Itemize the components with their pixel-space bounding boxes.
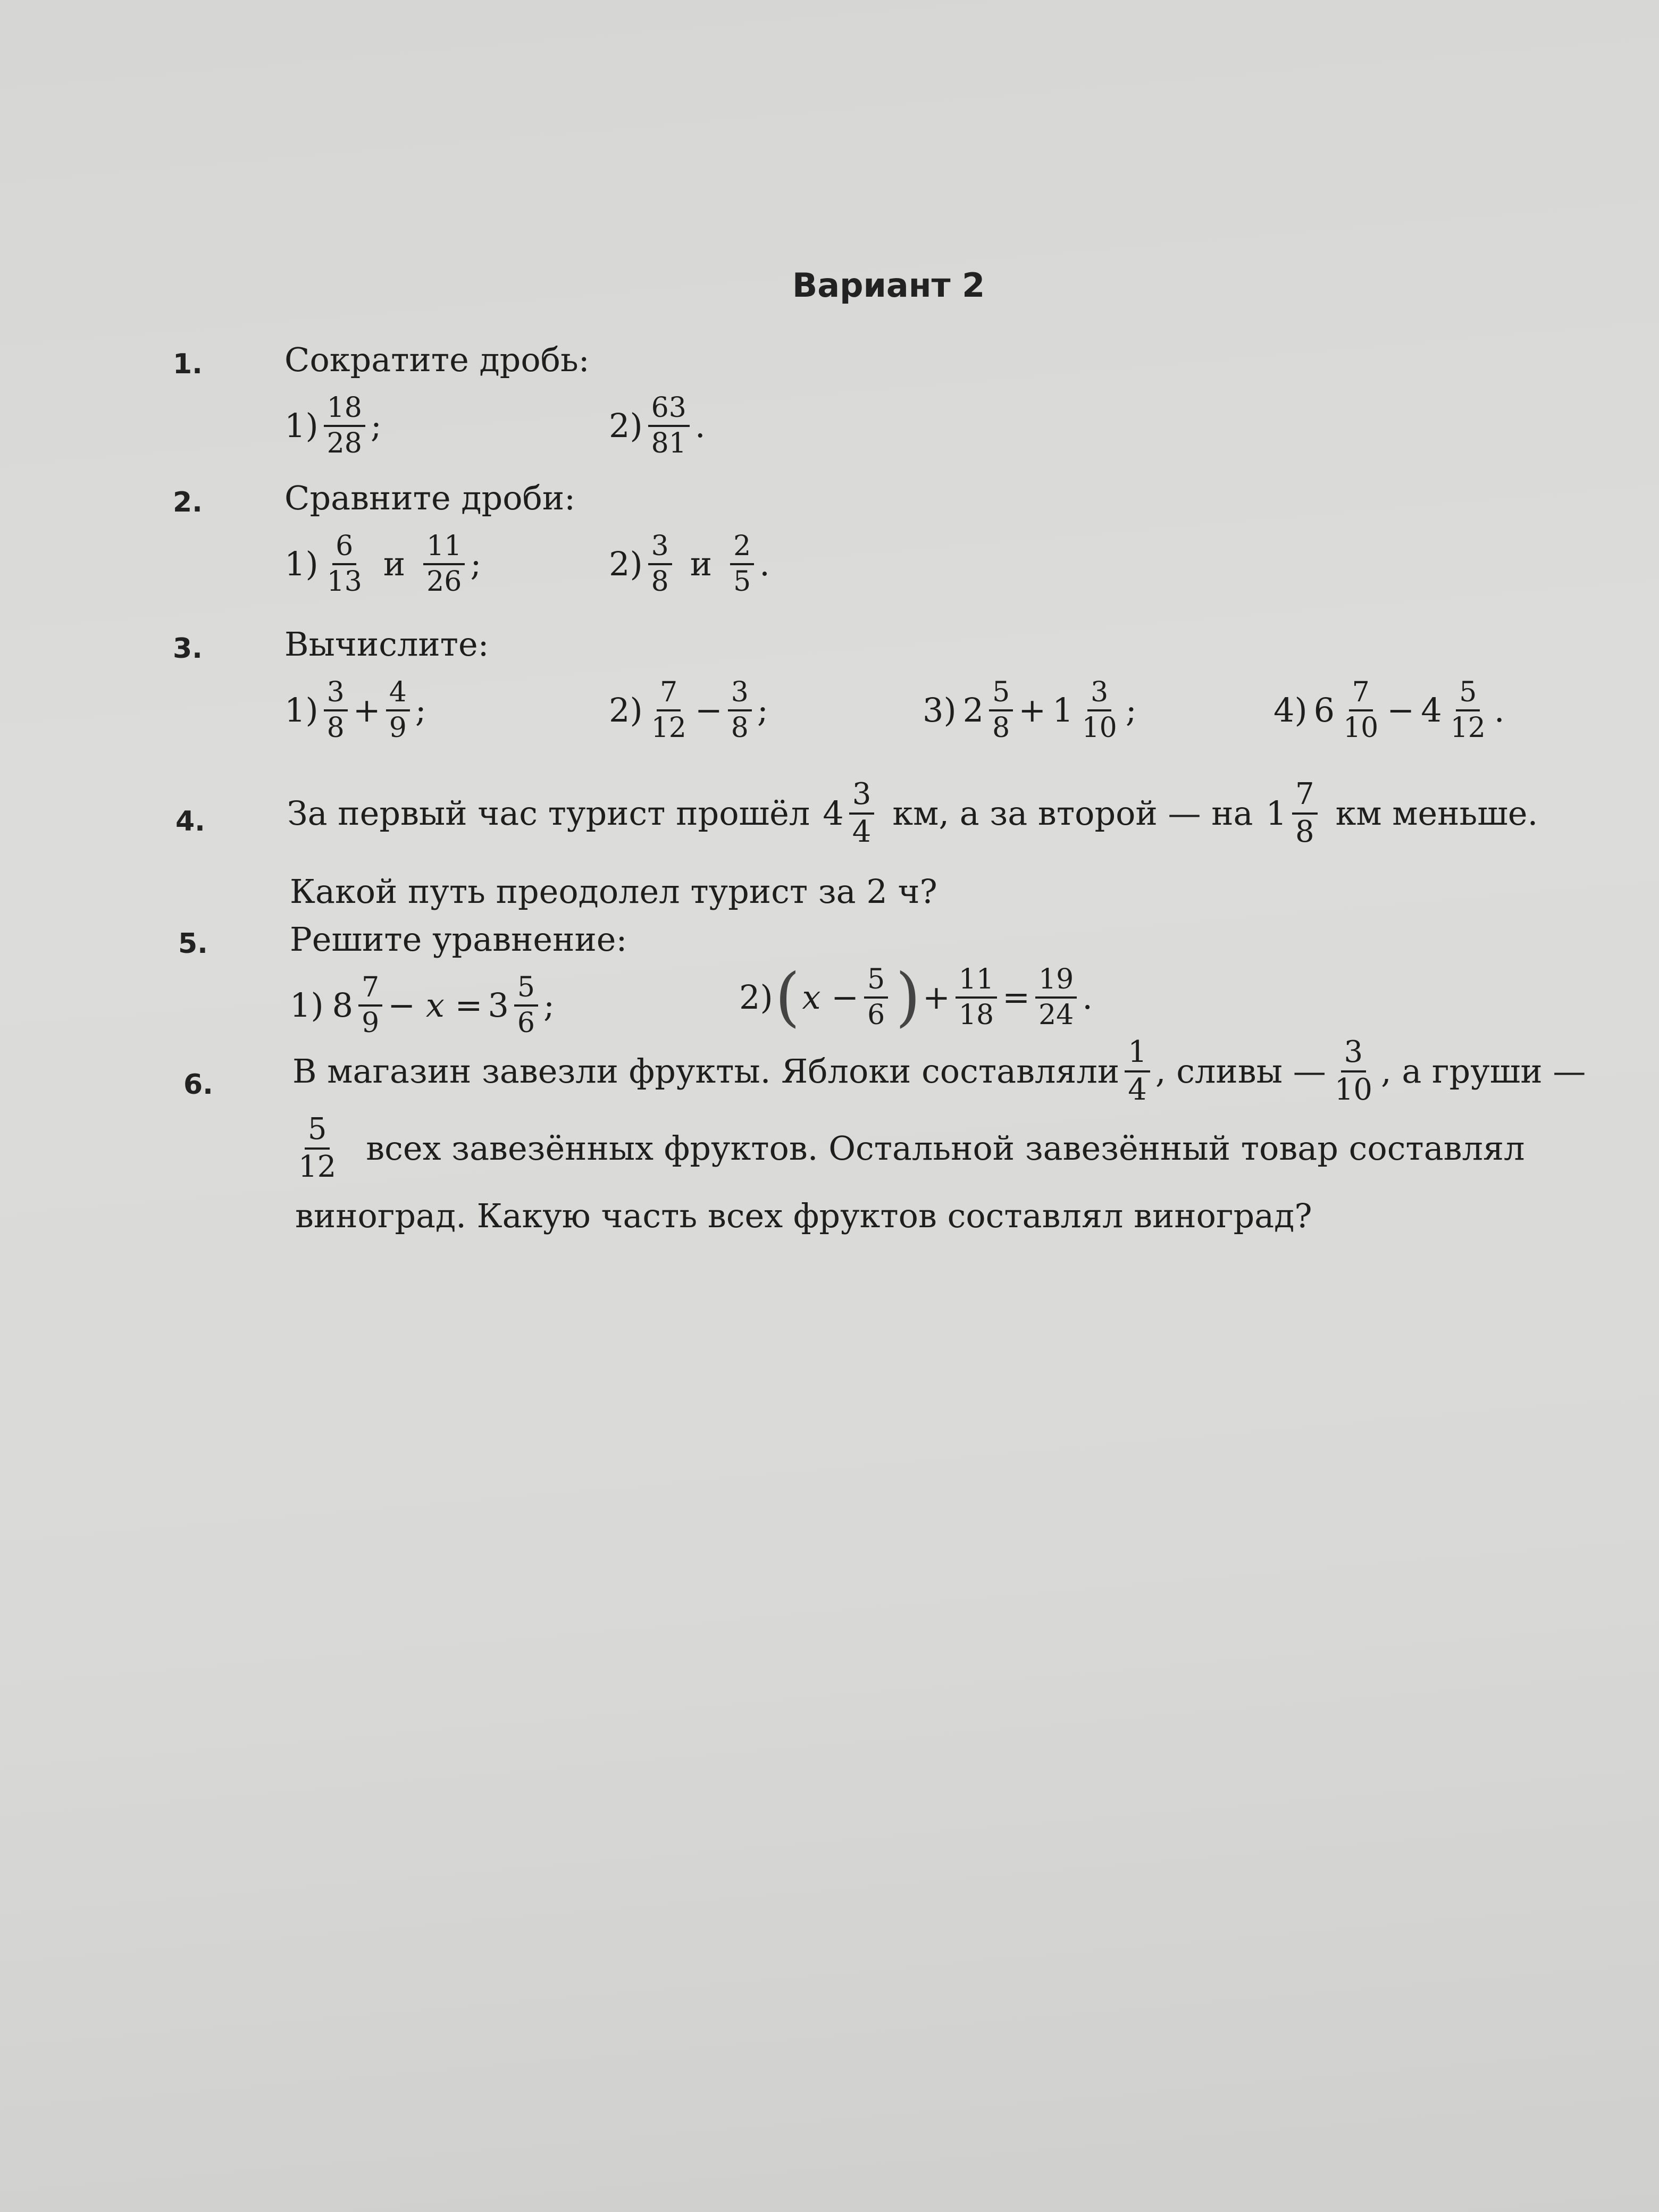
task-5-equation-1 bbox=[290, 973, 555, 1037]
fraction bbox=[648, 532, 672, 596]
denominator: 6 bbox=[517, 1007, 535, 1039]
task-2-item-1 bbox=[284, 532, 481, 596]
task-6-text-3: , а груши — bbox=[1380, 1052, 1586, 1091]
numerator: 19 bbox=[1035, 965, 1077, 999]
whole-part: 1 bbox=[1052, 691, 1074, 730]
fraction bbox=[1125, 1037, 1150, 1106]
operator: − bbox=[694, 691, 723, 730]
denominator: 8 bbox=[651, 565, 669, 598]
numerator: 5 bbox=[864, 965, 888, 999]
numerator: 7 bbox=[1349, 678, 1373, 711]
numerator: 1 bbox=[1125, 1037, 1150, 1073]
task-3-item-3 bbox=[923, 678, 1137, 742]
fraction bbox=[1292, 779, 1318, 848]
item-label: 1) bbox=[284, 544, 319, 584]
equals-sign: = bbox=[1002, 978, 1030, 1017]
fraction bbox=[956, 965, 997, 1029]
task-1-heading: Сократите дробь: bbox=[284, 340, 590, 379]
numerator: 5 bbox=[989, 678, 1013, 711]
numerator: 7 bbox=[1292, 779, 1318, 815]
task-5-heading: Решите уравнение: bbox=[290, 920, 627, 959]
fraction bbox=[514, 973, 538, 1037]
denominator: 10 bbox=[1082, 711, 1117, 744]
denominator: 10 bbox=[1343, 711, 1379, 744]
denominator: 8 bbox=[326, 711, 345, 744]
task-4-text-1: За первый час турист прошёл bbox=[287, 794, 810, 833]
denominator: 4 bbox=[852, 814, 872, 849]
punct: ; bbox=[370, 406, 382, 446]
task-4-line-2: Какой путь преодолел турист за 2 ч? bbox=[290, 872, 937, 911]
whole-part: 6 bbox=[1313, 691, 1335, 730]
denominator: 8 bbox=[1295, 814, 1314, 849]
task-number-4: 4. bbox=[175, 806, 205, 837]
task-6-text-2: , сливы — bbox=[1155, 1052, 1326, 1091]
denominator: 12 bbox=[651, 711, 686, 744]
denominator: 24 bbox=[1038, 999, 1074, 1031]
numerator: 63 bbox=[648, 393, 690, 427]
fraction bbox=[648, 678, 690, 742]
fraction bbox=[728, 678, 752, 742]
variable-term: x − bbox=[802, 978, 859, 1017]
task-3-item-4 bbox=[1273, 678, 1505, 742]
task-2-heading: Сравните дроби: bbox=[284, 479, 576, 517]
fraction bbox=[324, 532, 365, 596]
numerator: 3 bbox=[324, 678, 348, 711]
item-label: 1) bbox=[290, 986, 324, 1025]
numerator: 3 bbox=[648, 532, 672, 565]
punct: ; bbox=[757, 691, 768, 730]
task-number-2: 2. bbox=[173, 487, 203, 518]
fraction bbox=[324, 393, 365, 458]
operator: + bbox=[1018, 691, 1046, 730]
task-1-item-2 bbox=[609, 393, 706, 458]
item-label: 1) bbox=[284, 691, 319, 730]
task-5-equation-2 bbox=[739, 960, 1093, 1034]
numerator: 7 bbox=[657, 678, 681, 711]
punct: . bbox=[759, 544, 770, 584]
task-number-6: 6. bbox=[183, 1069, 213, 1101]
task-6-line-2 bbox=[295, 1114, 1524, 1183]
task-4-text-3: км меньше. bbox=[1335, 794, 1538, 833]
item-label: 2) bbox=[609, 544, 643, 584]
task-6-text-1: В магазин завезли фрукты. Яблоки составляли bbox=[292, 1052, 1120, 1091]
denominator: 26 bbox=[426, 565, 462, 598]
whole-part: 1 bbox=[1266, 794, 1287, 833]
item-label: 2) bbox=[739, 978, 773, 1017]
denominator: 9 bbox=[389, 711, 407, 744]
punct: ; bbox=[415, 691, 426, 730]
task-3-heading: Вычислите: bbox=[284, 625, 489, 664]
task-number-1: 1. bbox=[173, 348, 203, 380]
denominator: 8 bbox=[731, 711, 749, 744]
whole-part: 4 bbox=[1421, 691, 1442, 730]
right-paren: ) bbox=[895, 960, 921, 1034]
numerator: 2 bbox=[730, 532, 754, 565]
operator: + bbox=[923, 978, 950, 1017]
task-6-line-3: виноград. Какую часть всех фруктов составлял виноград? bbox=[295, 1196, 1312, 1235]
numerator: 3 bbox=[1341, 1037, 1367, 1073]
numerator: 5 bbox=[305, 1114, 330, 1150]
denominator: 9 bbox=[362, 1007, 380, 1039]
fraction bbox=[1447, 678, 1489, 742]
fraction bbox=[386, 678, 410, 742]
operator: − bbox=[1387, 691, 1415, 730]
task-3-item-1 bbox=[284, 678, 426, 742]
numerator: 6 bbox=[332, 532, 356, 565]
numerator: 11 bbox=[423, 532, 465, 565]
equation-middle: − x = bbox=[388, 986, 483, 1025]
item-label: 2) bbox=[609, 406, 643, 446]
denominator: 13 bbox=[326, 565, 362, 598]
task-6-line-1 bbox=[292, 1037, 1586, 1106]
fraction bbox=[864, 965, 888, 1029]
task-number-5: 5. bbox=[178, 928, 208, 960]
denominator: 28 bbox=[326, 427, 362, 459]
denominator: 12 bbox=[1450, 711, 1486, 744]
fraction bbox=[648, 393, 690, 458]
fraction bbox=[423, 532, 465, 596]
numerator: 18 bbox=[324, 393, 365, 427]
fraction bbox=[1035, 965, 1077, 1029]
punct: ; bbox=[470, 544, 482, 584]
punct: . bbox=[694, 406, 706, 446]
fraction bbox=[1079, 678, 1120, 742]
conjunction: и bbox=[383, 544, 406, 584]
whole-part: 4 bbox=[823, 794, 844, 833]
left-paren: ( bbox=[775, 960, 800, 1034]
task-4-line-1 bbox=[287, 779, 1538, 848]
denominator: 10 bbox=[1334, 1072, 1372, 1107]
numerator: 5 bbox=[1456, 678, 1480, 711]
task-6-text-4: всех завезённых фруктов. Остальной завезённый товар составлял bbox=[366, 1129, 1525, 1168]
denominator: 5 bbox=[733, 565, 751, 598]
fraction bbox=[730, 532, 754, 596]
fraction bbox=[1331, 1037, 1376, 1106]
task-2-item-2 bbox=[609, 532, 770, 596]
conjunction: и bbox=[690, 544, 713, 584]
punct: . bbox=[1494, 691, 1505, 730]
punct: . bbox=[1082, 978, 1093, 1017]
denominator: 6 bbox=[867, 999, 885, 1031]
numerator: 3 bbox=[728, 678, 752, 711]
item-label: 1) bbox=[284, 406, 319, 446]
numerator: 3 bbox=[1087, 678, 1111, 711]
whole-part: 3 bbox=[488, 986, 509, 1025]
punct: ; bbox=[543, 986, 555, 1025]
denominator: 18 bbox=[958, 999, 994, 1031]
numerator: 3 bbox=[849, 779, 875, 815]
denominator: 12 bbox=[298, 1149, 337, 1184]
task-1-item-1 bbox=[284, 393, 382, 458]
fraction bbox=[989, 678, 1013, 742]
item-label: 3) bbox=[923, 691, 957, 730]
whole-part: 2 bbox=[962, 691, 984, 730]
fraction bbox=[1340, 678, 1381, 742]
numerator: 7 bbox=[358, 973, 382, 1007]
task-number-3: 3. bbox=[173, 633, 203, 665]
numerator: 5 bbox=[514, 973, 538, 1007]
item-label: 4) bbox=[1273, 691, 1308, 730]
item-label: 2) bbox=[609, 691, 643, 730]
whole-part: 8 bbox=[332, 986, 354, 1025]
operator: + bbox=[353, 691, 381, 730]
fraction bbox=[324, 678, 348, 742]
task-3-item-2 bbox=[609, 678, 768, 742]
page-title: Вариант 2 bbox=[792, 266, 985, 305]
fraction bbox=[358, 973, 382, 1037]
fraction bbox=[849, 779, 875, 848]
fraction bbox=[295, 1114, 339, 1183]
denominator: 4 bbox=[1128, 1072, 1147, 1107]
punct: ; bbox=[1125, 691, 1137, 730]
task-4-text-2: км, а за второй — на bbox=[892, 794, 1253, 833]
numerator: 4 bbox=[386, 678, 410, 711]
numerator: 11 bbox=[956, 965, 997, 999]
denominator: 81 bbox=[651, 427, 686, 459]
denominator: 8 bbox=[992, 711, 1010, 744]
